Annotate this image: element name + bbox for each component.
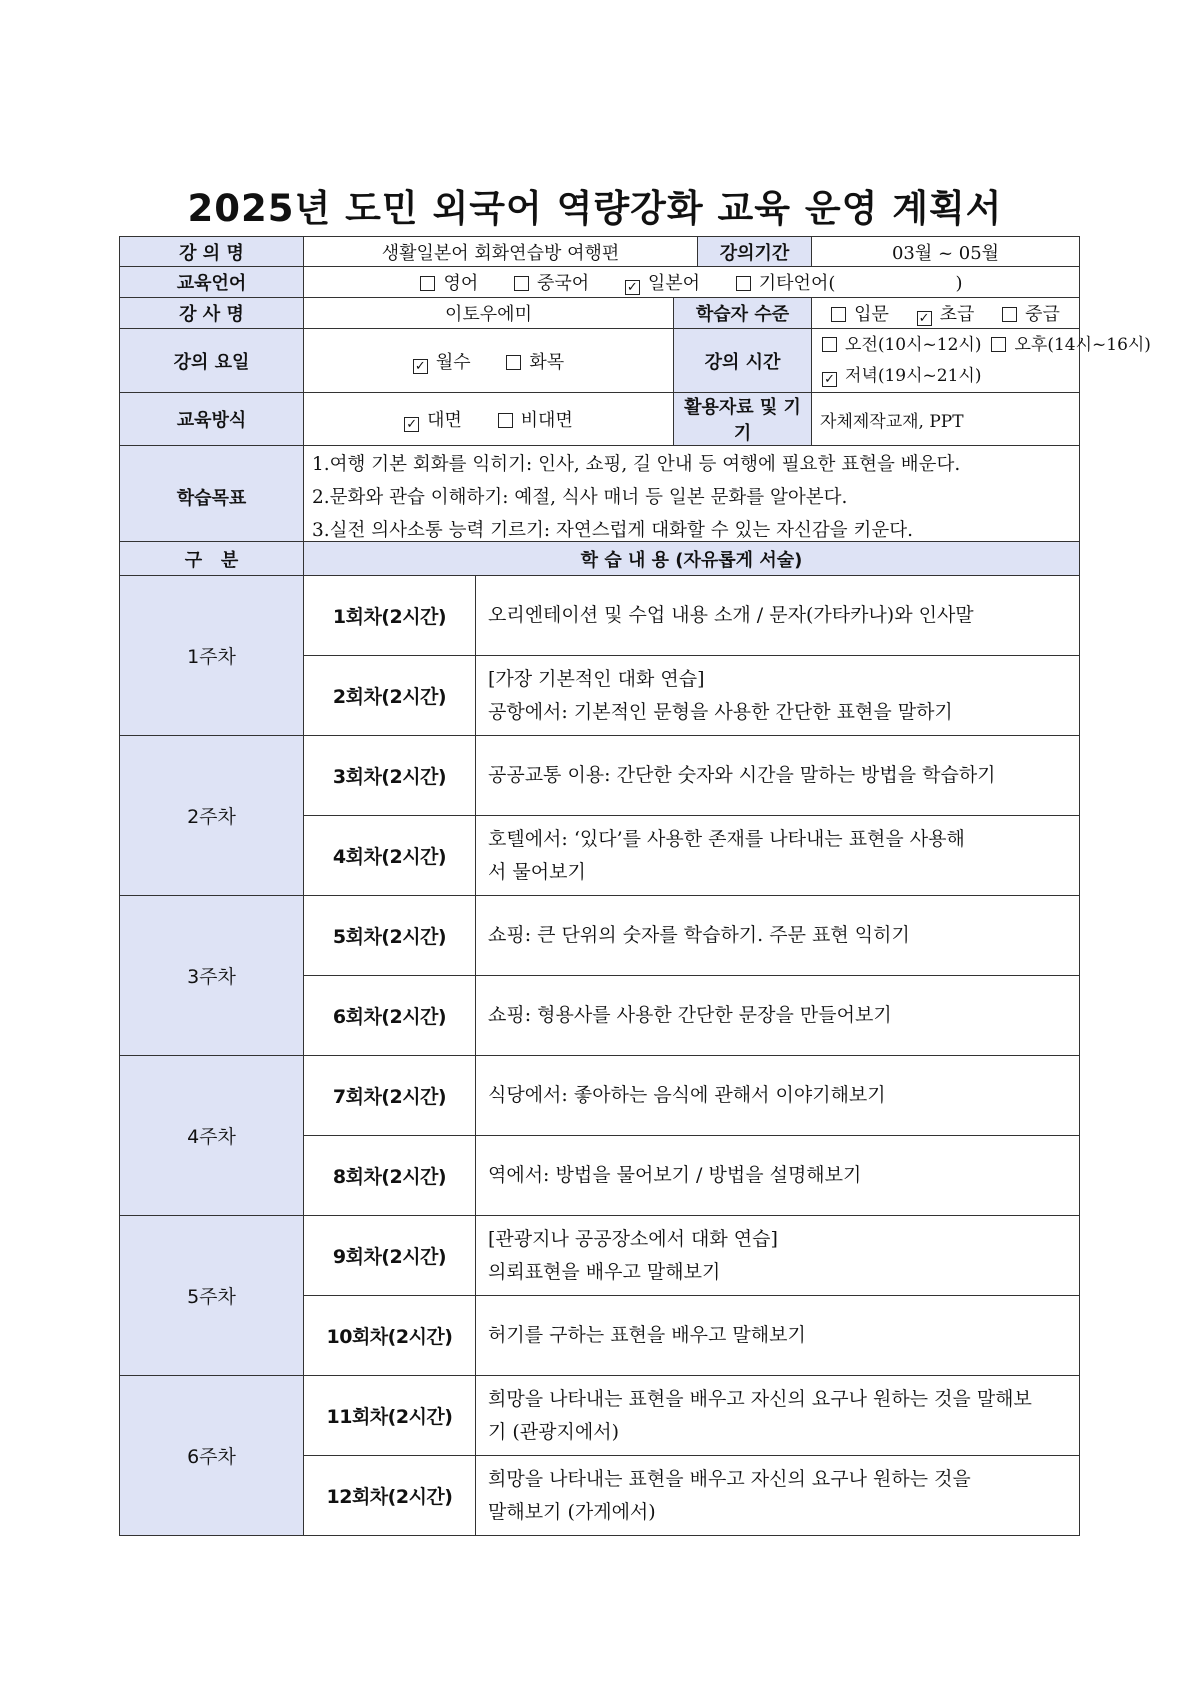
day-label: 강의 요일 xyxy=(120,329,304,393)
session-label: 3회차(2시간) xyxy=(304,736,476,816)
session-content: 희망을 나타내는 표현을 배우고 자신의 요구나 원하는 것을 말해보 기 (관광지에서) xyxy=(476,1376,1080,1456)
schedule-table xyxy=(119,541,1080,1536)
day-option-tue-thu[interactable]: 화목 xyxy=(506,348,564,374)
method-label: 교육방식 xyxy=(120,393,304,446)
level-options xyxy=(812,298,1080,329)
schedule-header-division: 구 분 xyxy=(120,542,304,576)
instructor-label: 강 사 명 xyxy=(120,298,304,329)
time-options xyxy=(812,329,1151,393)
page-title: 2025년 도민 외국어 역량강화 교육 운영 계획서 xyxy=(187,187,1003,230)
goal-item: 1.여행 기본 회화를 익히기: 인사, 쇼핑, 길 안내 등 여행에 필요한 표현을 배운다. xyxy=(312,453,961,475)
language-option-other[interactable]: 기타언어( ) xyxy=(736,269,963,295)
checkbox-icon xyxy=(420,276,435,291)
language-option-japanese[interactable]: ✓ 일본어 xyxy=(625,269,700,295)
session-label: 9회차(2시간) xyxy=(304,1216,476,1296)
week-label: 4주차 xyxy=(120,1056,304,1216)
checkbox-checked-icon: ✓ xyxy=(404,417,419,432)
instructor-value: 이토우에미 xyxy=(304,298,674,329)
schedule-header-content: 학 습 내 용 (자유롭게 서술) xyxy=(304,542,1080,576)
method-option-in-person[interactable]: ✓ 대면 xyxy=(404,406,462,432)
session-content: 공공교통 이용: 간단한 숫자와 시간을 말하는 방법을 학습하기 xyxy=(476,736,1080,816)
session-content: 허기를 구하는 표현을 배우고 말해보기 xyxy=(476,1296,1080,1376)
level-option-intermediate[interactable]: 중급 xyxy=(1002,300,1060,326)
time-option-evening[interactable]: ✓ 저녁(19시~21시) xyxy=(822,361,981,392)
checkbox-icon xyxy=(514,276,529,291)
course-info-table xyxy=(119,236,1151,549)
session-content: [가장 기본적인 대화 연습] 공항에서: 기본적인 문형을 사용한 간단한 표현을 말하기 xyxy=(476,656,1080,736)
checkbox-checked-icon: ✓ xyxy=(625,280,640,295)
checkbox-checked-icon: ✓ xyxy=(413,359,428,374)
goals-list xyxy=(304,446,1080,549)
session-label: 5회차(2시간) xyxy=(304,896,476,976)
time-option-morning[interactable]: 오전(10시~12시) xyxy=(822,330,981,361)
level-option-beginner[interactable]: 입문 xyxy=(831,300,889,326)
session-label: 7회차(2시간) xyxy=(304,1056,476,1136)
session-content: 쇼핑: 큰 단위의 숫자를 학습하기. 주문 표현 익히기 xyxy=(476,896,1080,976)
checkbox-icon xyxy=(736,276,751,291)
time-label: 강의 시간 xyxy=(674,329,812,393)
materials-value: 자체제작교재, PPT xyxy=(812,393,1080,446)
session-content: 희망을 나타내는 표현을 배우고 자신의 요구나 원하는 것을 말해보기 (가게에서) xyxy=(476,1456,1080,1536)
method-options xyxy=(304,393,674,446)
week-label: 3주차 xyxy=(120,896,304,1056)
level-option-elementary[interactable]: ✓ 초급 xyxy=(917,300,975,326)
day-option-mon-wed[interactable]: ✓ 월수 xyxy=(413,348,471,374)
checkbox-checked-icon: ✓ xyxy=(822,372,837,387)
week-label: 2주차 xyxy=(120,736,304,896)
period-value: 03월 ~ 05월 xyxy=(812,237,1080,267)
goals-label: 학습목표 xyxy=(120,446,304,549)
checkbox-icon xyxy=(822,337,837,352)
goal-item: 3.실전 의사소통 능력 기르기: 자연스럽게 대화할 수 있는 자신감을 키운다. xyxy=(312,519,913,541)
checkbox-icon xyxy=(498,413,513,428)
checkbox-icon xyxy=(1002,307,1017,322)
checkbox-icon xyxy=(991,337,1006,352)
session-label: 2회차(2시간) xyxy=(304,656,476,736)
session-content: 호텔에서: ‘있다’를 사용한 존재를 나타내는 표현을 사용해 서 물어보기 xyxy=(476,816,1080,896)
week-label: 5주차 xyxy=(120,1216,304,1376)
checkbox-icon xyxy=(506,355,521,370)
course-name-value: 생활일본어 회화연습방 여행편 xyxy=(304,237,698,267)
level-label: 학습자 수준 xyxy=(674,298,812,329)
language-options xyxy=(304,267,1080,298)
checkbox-checked-icon: ✓ xyxy=(917,311,932,326)
session-label: 8회차(2시간) xyxy=(304,1136,476,1216)
session-content: 오리엔테이션 및 수업 내용 소개 / 문자(가타카나)와 인사말 xyxy=(476,576,1080,656)
method-option-online[interactable]: 비대면 xyxy=(498,406,573,432)
materials-label: 활용자료 및 기기 xyxy=(674,393,812,446)
language-label: 교육언어 xyxy=(120,267,304,298)
session-content: 식당에서: 좋아하는 음식에 관해서 이야기해보기 xyxy=(476,1056,1080,1136)
week-label: 6주차 xyxy=(120,1376,304,1536)
session-label: 12회차(2시간) xyxy=(304,1456,476,1536)
period-label: 강의기간 xyxy=(698,237,812,267)
session-content: 쇼핑: 형용사를 사용한 간단한 문장을 만들어보기 xyxy=(476,976,1080,1056)
language-option-english[interactable]: 영어 xyxy=(420,269,478,295)
checkbox-icon xyxy=(831,307,846,322)
session-content: 역에서: 방법을 물어보기 / 방법을 설명해보기 xyxy=(476,1136,1080,1216)
session-label: 10회차(2시간) xyxy=(304,1296,476,1376)
session-label: 1회차(2시간) xyxy=(304,576,476,656)
goal-item: 2.문화와 관습 이해하기: 예절, 식사 매너 등 일본 문화를 알아본다. xyxy=(312,486,848,508)
week-label: 1주차 xyxy=(120,576,304,736)
language-option-chinese[interactable]: 중국어 xyxy=(514,269,589,295)
session-label: 4회차(2시간) xyxy=(304,816,476,896)
course-name-label: 강 의 명 xyxy=(120,237,304,267)
session-label: 11회차(2시간) xyxy=(304,1376,476,1456)
session-content: [관광지나 공공장소에서 대화 연습] 의뢰표현을 배우고 말해보기 xyxy=(476,1216,1080,1296)
day-options xyxy=(304,329,674,393)
session-label: 6회차(2시간) xyxy=(304,976,476,1056)
time-option-afternoon[interactable]: 오후(14시~16시) xyxy=(991,330,1150,361)
